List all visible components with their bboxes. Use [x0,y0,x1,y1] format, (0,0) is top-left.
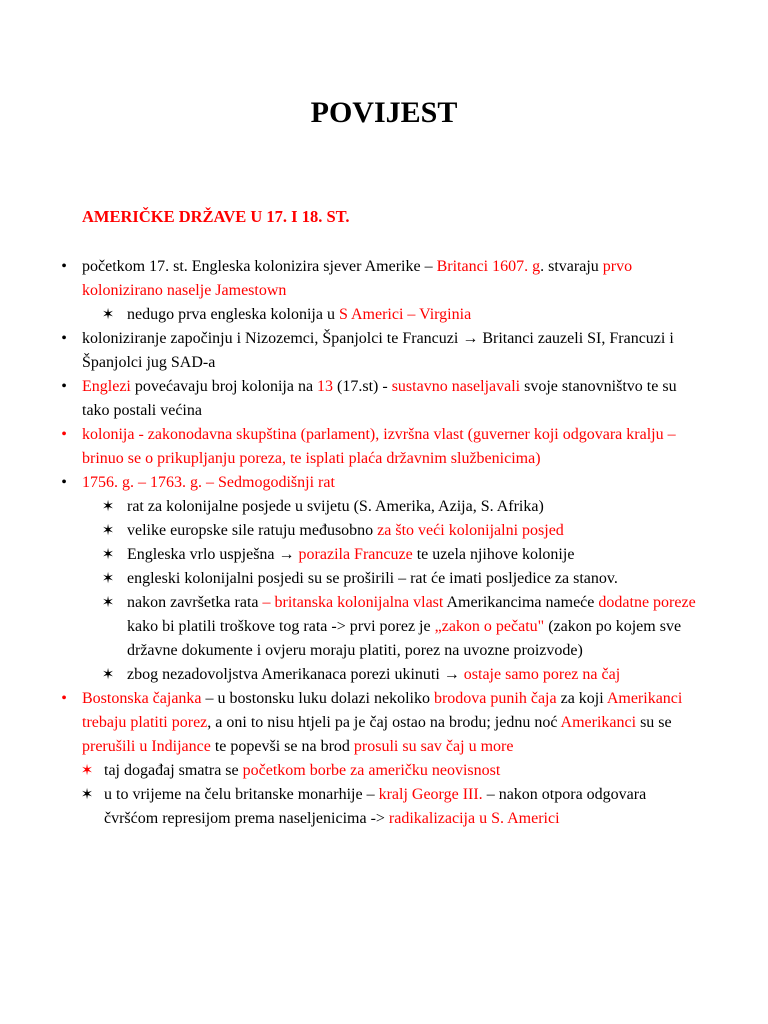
bullet-icon: • [61,690,67,707]
text: – nakon otpora odgovara čvršćom represijom prema naseljenicima -> [104,786,647,827]
highlight-text: Englezi [82,378,131,395]
text: nakon završetka rata [127,594,263,611]
text: nedugo prva engleska kolonija u [127,306,339,323]
sub-list-item [0,519,768,543]
text: . stvaraju [540,258,603,275]
text: te uzela njihove kolonije [412,546,575,563]
text: Britanci zauzeli SI, Francuzi i Španjolci jug SAD-a [82,330,674,371]
text: kako bi platili troškove tog rata -> prvi porez je [127,618,435,635]
page-title: POVIJEST [310,96,458,129]
list-item [0,471,768,495]
text: u to vrijeme na čelu britanske monarhije – [104,786,379,803]
star-bullet-icon: ✶ [101,307,115,323]
list-item [0,375,768,423]
highlight-text: prerušili u Indijance [82,738,211,755]
highlight-text: – britanska kolonijalna vlast [262,594,444,611]
bullet-icon: • [61,426,67,443]
arrow-icon: → [462,330,479,347]
arrow-icon: → [278,546,295,563]
bullet-icon: • [61,258,67,275]
highlight-text: dodatne poreze [598,594,696,611]
list-item [0,327,768,375]
text: zbog nezadovoljstva Amerikanaca porezi ukinuti [127,666,444,683]
sub-list-item [0,783,768,831]
text: (17.st) - [333,378,392,395]
star-bullet-icon: ✶ [101,595,115,611]
text: povećavaju broj kolonija na [130,378,318,395]
text: koloniziranje započinju i Nizozemci, Španjolci te Francuzi [82,330,463,347]
text: , a oni to nisu htjeli pa je čaj ostao na brodu; jednu noć [207,714,561,731]
bullet-icon: • [61,378,67,395]
highlight-text: za što veći kolonijalni posjed [377,522,564,539]
star-bullet-icon: ✶ [80,787,94,803]
highlight-text: brodova punih čaja [433,690,557,707]
highlight-text: prosuli su sav čaj u more [353,738,514,755]
star-bullet-icon: ✶ [80,763,94,779]
list-item [0,255,768,303]
highlight-text: Amerikanci [560,714,637,731]
highlight-text: Bostonska čajanka [82,690,202,707]
list-item [0,423,768,471]
bullet-icon: • [61,330,67,347]
star-bullet-icon: ✶ [101,499,115,515]
bullet-list [0,255,768,831]
text: (zakon po kojem sve državne dokumente i ovjeru moraju platiti, porez na uvozne proizvode) [127,618,682,659]
highlight-text: 1756. g. – 1763. g. – Sedmogodišnji rat [82,474,335,491]
text: Amerikancima nameće [443,594,599,611]
sub-list-item [0,663,768,687]
highlight-text: sustavno naseljavali [391,378,521,395]
highlight-text: „zakon o pečatu" [434,618,545,635]
text: velike europske sile ratuju međusobno [127,522,378,539]
text: Engleska vrlo uspješna [127,546,279,563]
list-item [0,687,768,759]
star-bullet-icon: ✶ [101,523,115,539]
text: taj događaj smatra se [104,762,243,779]
highlight-text: kolonija - zakonodavna skupština (parlament), izvršna vlast (guverner koji odgovara kralju – brinuo se o prikupljanju poreza, te isplati plaća državnim službenicima) [82,426,676,467]
highlight-text: S Americi – Virginia [338,306,472,323]
highlight-text: Britanci 1607. g [436,258,541,275]
text: te popevši se na brod [210,738,354,755]
sub-list-item [0,591,768,663]
sub-list-item [0,303,768,327]
highlight-text: radikalizacija u S. Americi [388,810,560,827]
highlight-text: kralj George III. [378,786,483,803]
sub-list-item [0,495,768,519]
highlight-text: početkom borbe za američku neovisnost [242,762,501,779]
section-heading: AMERIČKE DRŽAVE U 17. I 18. ST. [82,207,350,226]
highlight-text: porazila Francuze [294,546,413,563]
sub-list-item [0,543,768,567]
highlight-text: ostaje samo porez na čaj [459,666,621,683]
sub-list-item [0,567,768,591]
sub-list-item [0,759,768,783]
star-bullet-icon: ✶ [101,571,115,587]
text: rat za kolonijalne posjede u svijetu (S. Amerika, Azija, S. Afrika) [127,498,544,515]
text: početkom 17. st. Engleska kolonizira sjever Amerike – [82,258,437,275]
text: svoje stanovništvo te su tako postali većina [82,378,677,419]
highlight-text: prvo kolonizirano naselje Jamestown [82,258,633,299]
highlight-text: 13 [317,378,334,395]
text: – u bostonsku luku dolazi nekoliko [201,690,434,707]
highlight-text: Amerikanci trebaju platiti porez [82,690,683,731]
star-bullet-icon: ✶ [101,547,115,563]
star-bullet-icon: ✶ [101,667,115,683]
arrow-icon: → [443,666,460,683]
text: su se [636,714,672,731]
text: za koji [556,690,607,707]
text: engleski kolonijalni posjedi su se proširili – rat će imati posljedice za stanov. [127,570,618,587]
bullet-icon: • [61,474,67,491]
